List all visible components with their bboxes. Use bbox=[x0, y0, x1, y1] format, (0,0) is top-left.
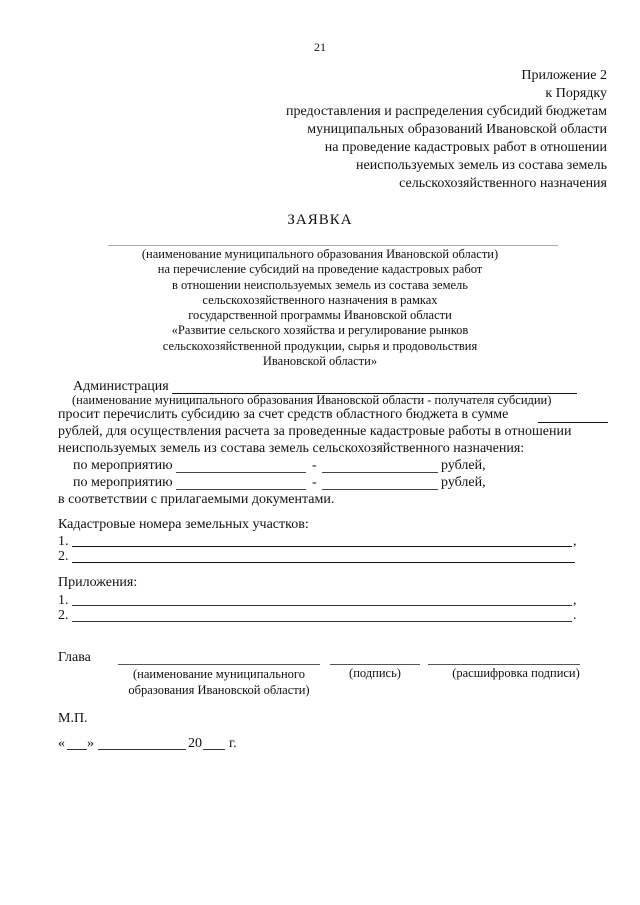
appendix-line: Приложение 2 bbox=[521, 68, 607, 83]
request-line-2: рублей, для осуществления расчета за проведенные кадастровые работы в отношении bbox=[58, 424, 572, 439]
attachment-period: . bbox=[573, 608, 577, 623]
measure-amount-line-2[interactable] bbox=[322, 489, 438, 490]
date-year-suffix: г. bbox=[229, 736, 237, 751]
stamp-label: М.П. bbox=[58, 711, 88, 726]
attachment-line-1[interactable] bbox=[72, 605, 572, 606]
date-month-line[interactable] bbox=[98, 749, 186, 750]
appendix-line: предоставления и распределения субсидий бюджетам bbox=[285, 104, 607, 119]
measure-amount-line-1[interactable] bbox=[322, 472, 438, 473]
measure-dash-1: - bbox=[312, 458, 317, 473]
date-close-quote: » bbox=[87, 736, 94, 751]
signature-line[interactable] bbox=[330, 664, 420, 665]
date-year-line[interactable] bbox=[203, 749, 225, 750]
measure-name-line-1[interactable] bbox=[176, 472, 306, 473]
subtitle-line: сельскохозяйственного назначения в рамках bbox=[202, 292, 438, 307]
cadastral-number-line-2[interactable] bbox=[72, 562, 575, 563]
cadastral-heading: Кадастровые номера земельных участков: bbox=[58, 517, 309, 532]
date-year-prefix: 20 bbox=[188, 736, 202, 751]
appendix-line: на проведение кадастровых работ в отношении bbox=[324, 140, 607, 155]
head-name-line[interactable] bbox=[118, 664, 320, 665]
subtitle-line: в отношении неиспользуемых земель из состава земель bbox=[172, 277, 468, 292]
head-name-caption bbox=[121, 666, 317, 698]
subtitle-line: Ивановской области» bbox=[262, 354, 378, 369]
appendix-line: сельскохозяйственного назначения bbox=[399, 176, 607, 191]
attachment-item-number: 2. bbox=[58, 608, 69, 623]
measure-rubles-1: рублей, bbox=[441, 458, 486, 473]
signature-caption: (подпись) bbox=[349, 666, 401, 680]
appendix-line: муниципальных образований Ивановской области bbox=[307, 122, 607, 137]
request-line-3: неиспользуемых земель из состава земель сельскохозяйственного назначения: bbox=[58, 441, 525, 456]
document-title: ЗАЯВКА bbox=[287, 212, 353, 228]
subtitle-line: сельскохозяйственной продукции, сырья и продовольствия bbox=[162, 338, 478, 353]
head-label: Глава bbox=[58, 650, 91, 665]
subtitle-line: на перечисление субсидий на проведение кадастровых работ bbox=[157, 262, 483, 277]
measure-rubles-2: рублей, bbox=[441, 475, 486, 490]
measure-name-line-2[interactable] bbox=[176, 489, 306, 490]
date-day-line[interactable] bbox=[67, 749, 87, 750]
request-line-1: просит перечислить субсидию за счет средств областного бюджета в сумме bbox=[58, 407, 509, 422]
cadastral-item-number: 2. bbox=[58, 549, 69, 564]
appendix-line: к Порядку bbox=[545, 86, 607, 101]
page-number: 21 bbox=[314, 40, 326, 54]
cadastral-number-line-1[interactable] bbox=[72, 546, 572, 547]
measure-label-1: по мероприятию bbox=[73, 458, 173, 473]
attachment-line-2[interactable] bbox=[72, 621, 572, 622]
attachment-comma: , bbox=[573, 593, 577, 608]
cadastral-comma: , bbox=[573, 534, 577, 549]
cadastral-item-number: 1. bbox=[58, 534, 69, 549]
amount-line[interactable] bbox=[538, 422, 608, 423]
subtitle-line: государственной программы Ивановской области bbox=[188, 308, 452, 323]
head-name-caption-line: (наименование муниципального bbox=[132, 667, 306, 681]
signature-decoding-caption: (расшифровка подписи) bbox=[452, 666, 580, 680]
subtitle-line: «Развитие сельского хозяйства и регулирование рынков bbox=[171, 323, 469, 338]
head-name-caption-line: образования Ивановской области) bbox=[128, 683, 310, 697]
date-open-quote: « bbox=[58, 736, 65, 751]
subtitle-block bbox=[0, 247, 640, 369]
appendix-header bbox=[286, 67, 607, 193]
administration-label: Администрация bbox=[73, 379, 169, 394]
closing-text: в соответствии с прилагаемыми документами. bbox=[58, 492, 335, 507]
attachment-item-number: 1. bbox=[58, 593, 69, 608]
measure-label-2: по мероприятию bbox=[73, 475, 173, 490]
appendix-line: неиспользуемых земель из состава земель bbox=[356, 158, 607, 173]
measure-dash-2: - bbox=[312, 475, 317, 490]
administration-caption: (наименование муниципального образования Ивановской области - получателя субсидии) bbox=[72, 393, 552, 407]
subtitle-line: (наименование муниципального образования Ивановской области) bbox=[141, 247, 499, 261]
municipality-name-line[interactable] bbox=[108, 245, 558, 246]
attachments-heading: Приложения: bbox=[58, 575, 138, 590]
signature-decoding-line[interactable] bbox=[428, 664, 580, 665]
